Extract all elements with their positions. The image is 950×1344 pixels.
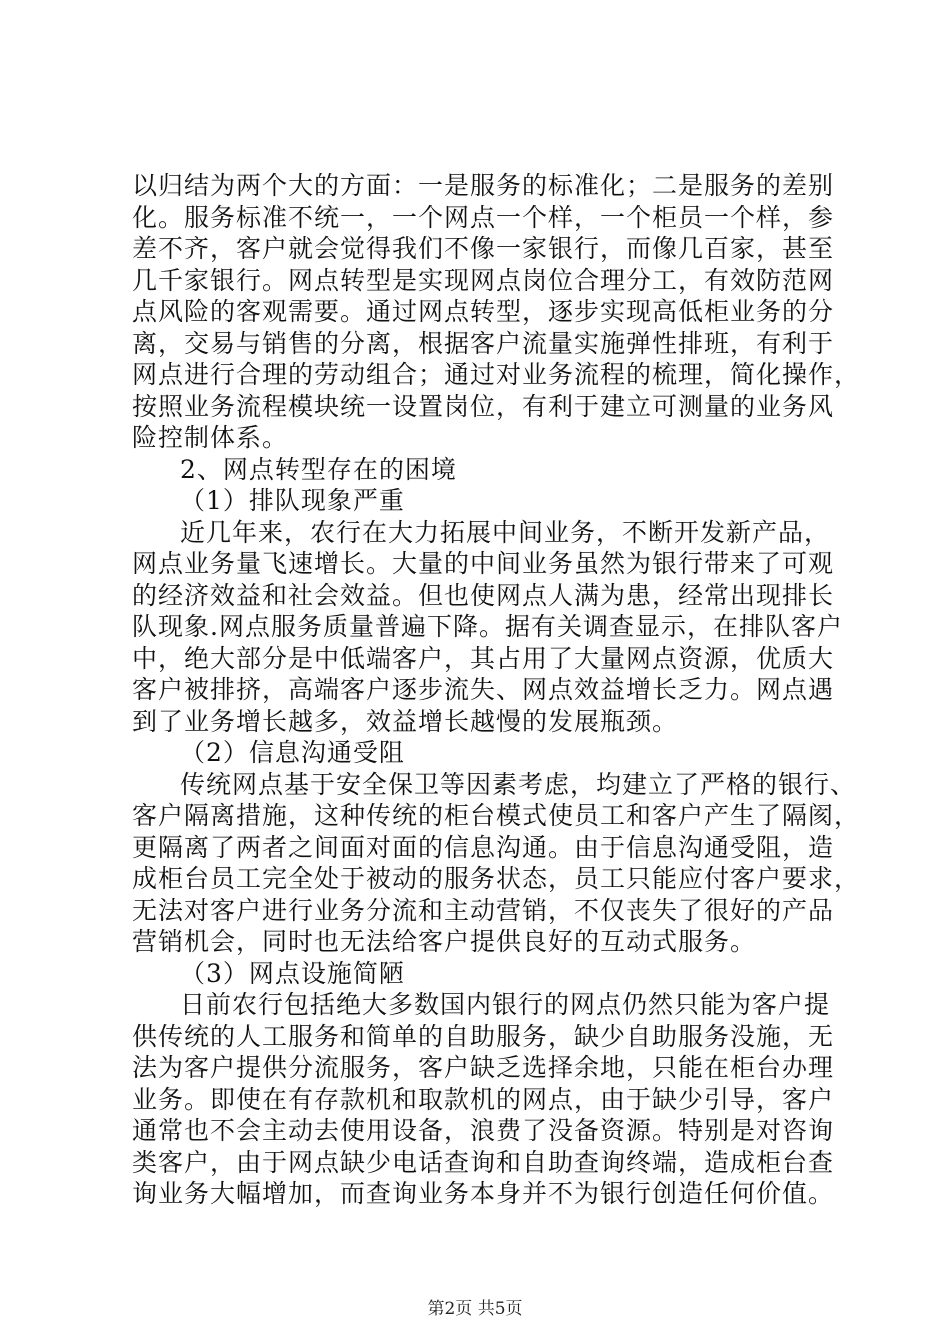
document-body (132, 170, 861, 1210)
subsection-heading: （2）信息沟通受阻 (180, 738, 405, 767)
paragraph-line: 网点业务量飞速增长。大量的中间业务虽然为银行带来了可观 (132, 549, 835, 578)
paragraph-line: 险控制体系。 (132, 423, 289, 452)
paragraph-line: 更隔离了两者之间面对面的信息沟通。由于信息沟通受阻，造 (132, 832, 835, 862)
subsection-heading: （3）网点设施简陋 (180, 958, 405, 988)
paragraph-line: 离，交易与销售的分离，根据客户流量实施弹性排班，有利于 (132, 328, 835, 358)
paragraph-line: 通常也不会主动去使用设备，浪费了没备资源。特别是对咨询 (132, 1116, 835, 1145)
paragraph-line: 无法对客户进行业务分流和主动营销，不仅丧失了很好的产品 (132, 895, 835, 925)
paragraph-line: 的经济效益和社会效益。但也使网点人满为患，经常出现排长 (132, 580, 835, 610)
paragraph-line: 营销机会，同时也无法给客户提供良好的互动式服务。 (132, 927, 757, 956)
paragraph-line: 队现象.网点服务质量普遍下降。据有关调查显示，在排队客户 (132, 612, 843, 641)
paragraph-line: 化。服务标准不统一，一个网点一个样，一个柜员一个样，参 (132, 202, 835, 232)
paragraph-line: 到了业务增长越多，效益增长越慢的发展瓶颈。 (132, 706, 679, 736)
paragraph-line: 差不齐，客户就会觉得我们不像一家银行，而像几百家，甚至 (132, 234, 835, 263)
section-heading: 2、网点转型存在的困境 (180, 454, 457, 484)
paragraph-first-line: 近几年来，农行在大力拓展中间业务，不断开发新产品， (180, 517, 831, 547)
paragraph-line: 法为客户提供分流服务，客户缺乏选择余地，只能在柜台办理 (132, 1053, 835, 1082)
paragraph-line: 按照业务流程模块统一设置岗位，有利于建立可测量的业务风 (132, 391, 835, 421)
paragraph-line: 中，绝大部分是中低端客户，其占用了大量网点资源，优质大 (132, 643, 835, 673)
paragraph-line: 询业务大幅增加，而查询业务本身并不为银行创造任何价值。 (132, 1179, 835, 1208)
paragraph-line: 以归结为两个大的方面：一是服务的标准化；二是服务的差别 (132, 171, 835, 200)
paragraph-line: 成柜台员工完全处于被动的服务状态，员工只能应付客户要求， (132, 864, 861, 893)
paragraph-line: 几千家银行。网点转型是实现网点岗位合理分工，有效防范网 (132, 265, 835, 295)
paragraph-line: 网点进行合理的劳动组合；通过对业务流程的梳理，简化操作， (132, 360, 861, 389)
paragraph-line: 供传统的人工服务和简单的自助服务，缺少自助服务没施，无 (132, 1021, 835, 1051)
paragraph-line: 客户被排挤，高端客户逐步流失、网点效益增长乏力。网点遇 (132, 675, 835, 704)
paragraph-line: 客户隔离措施，这种传统的柜台模式使员工和客户产生了隔阂， (132, 801, 861, 830)
page-footer: 第2页 共5页 (427, 1299, 523, 1319)
subsection-heading: （1）排队现象严重 (180, 486, 405, 515)
paragraph-line: 业务。即使在有存款机和取款机的网点，由于缺少引导，客户 (132, 1084, 835, 1114)
paragraph-first-line: 日前农行包括绝大多数国内银行的网点仍然只能为客户提 (180, 990, 831, 1019)
paragraph-line: 类客户，由于网点缺少电话查询和自助查询终端，造成柜台查 (132, 1147, 835, 1177)
paragraph-first-line: 传统网点基于安全保卫等因素考虑，均建立了严格的银行、 (180, 769, 857, 799)
paragraph-line: 点风险的客观需要。通过网点转型，逐步实现高低柜业务的分 (132, 297, 835, 326)
